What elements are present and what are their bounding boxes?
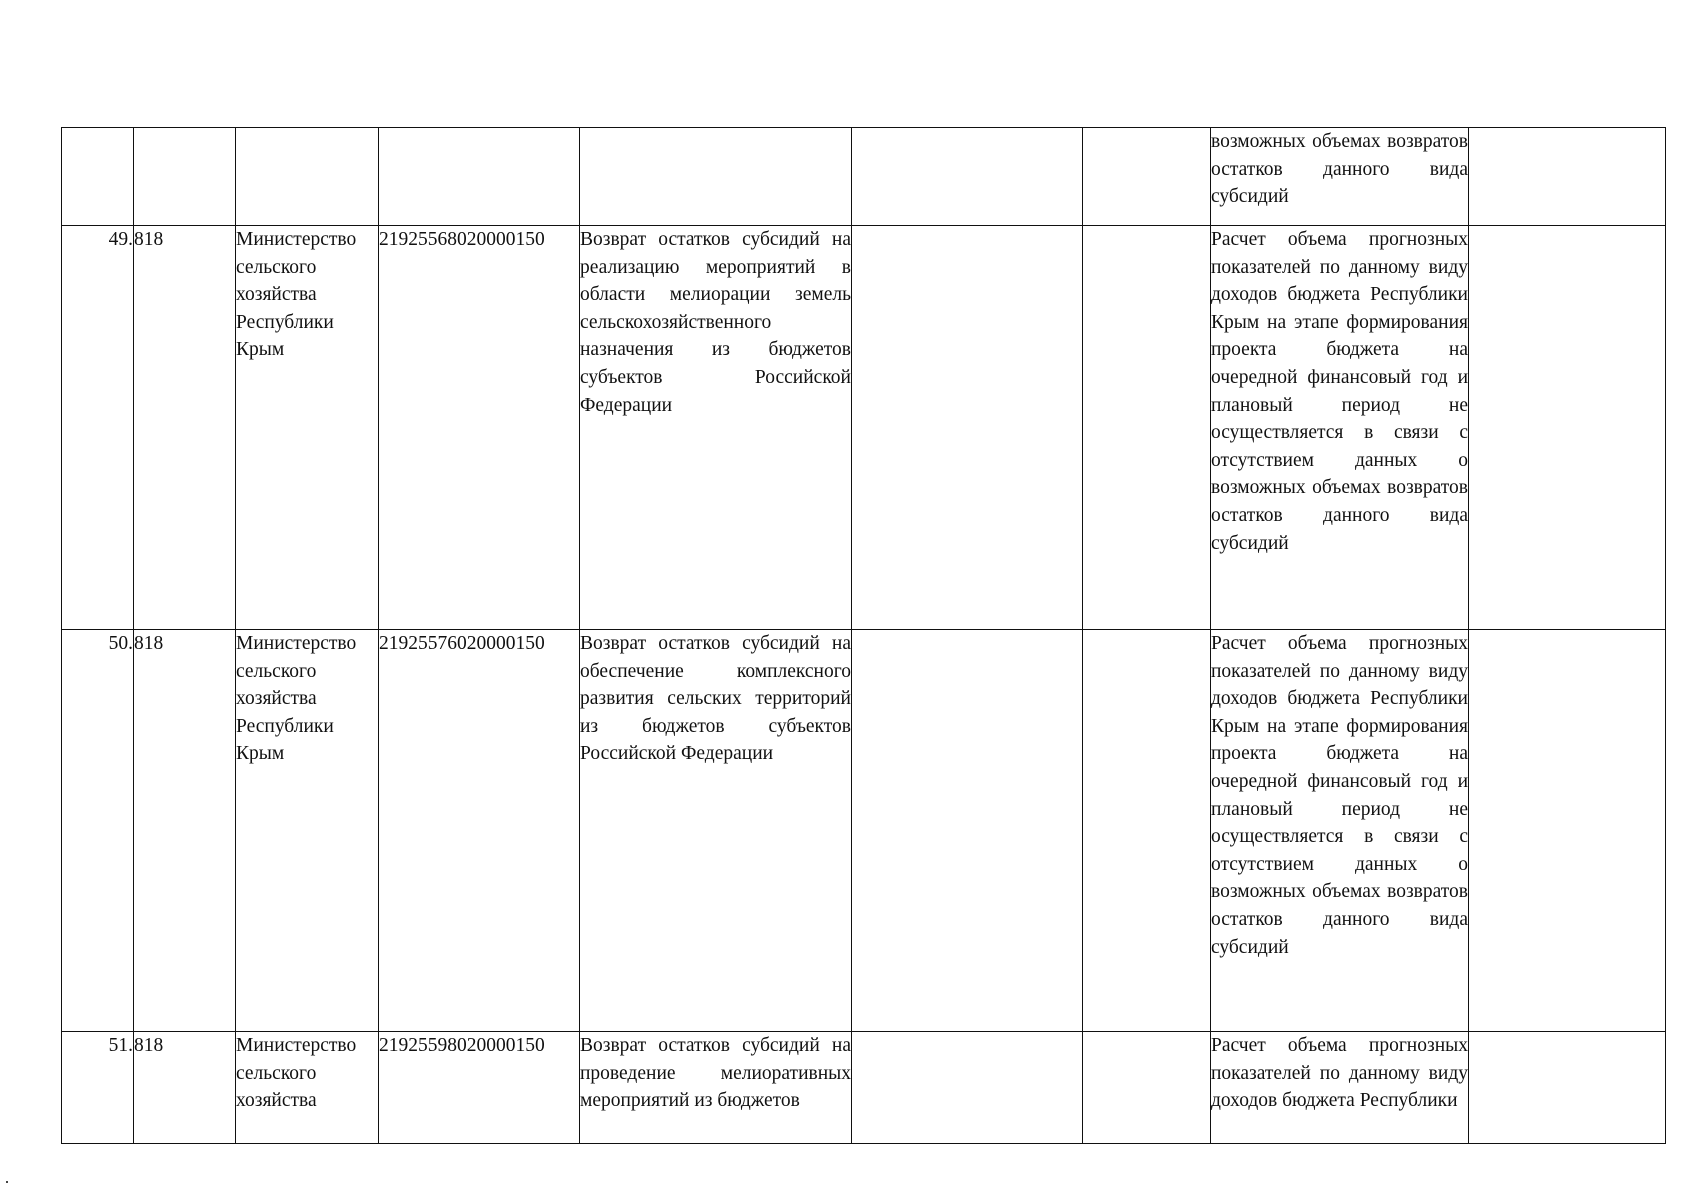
- cell-income-name: Возврат остатков субсидий на реализацию мероприятий в области мелиорации земель сельскохозяйственного назначения из бюджетов субъектов Российской Федерации: [580, 226, 852, 630]
- cell-kbk: 21925576020000150: [379, 630, 580, 1032]
- cell-administrator: [236, 128, 379, 226]
- cell-number: 50.: [62, 630, 134, 1032]
- cell-empty: [1083, 128, 1211, 226]
- cell-empty: [1469, 1032, 1666, 1144]
- cell-income-name: [580, 128, 852, 226]
- table-row: [62, 1032, 1666, 1144]
- cell-empty: [852, 1032, 1083, 1144]
- cell-empty: [1083, 630, 1211, 1032]
- scan-speck: [6, 1181, 8, 1183]
- cell-administrator: Министерство сельского хозяйства Республики Крым: [236, 226, 379, 630]
- cell-calculation: возможных объемах возвратов остатков данного вида субсидий: [1211, 128, 1469, 226]
- cell-empty: [1469, 128, 1666, 226]
- cell-empty: [852, 128, 1083, 226]
- table-row: [62, 226, 1666, 630]
- cell-empty: [852, 630, 1083, 1032]
- cell-kbk: [379, 128, 580, 226]
- cell-administrator: Министерство сельского хозяйства: [236, 1032, 379, 1144]
- cell-number: 49.: [62, 226, 134, 630]
- cell-empty: [852, 226, 1083, 630]
- cell-number: 51.: [62, 1032, 134, 1144]
- table-row: [62, 630, 1666, 1032]
- cell-income-name: Возврат остатков субсидий на проведение мелиоративных мероприятий из бюджетов: [580, 1032, 852, 1144]
- cell-empty: [1083, 226, 1211, 630]
- cell-number: [62, 128, 134, 226]
- cell-admin-code: 818: [134, 226, 236, 630]
- cell-calculation: Расчет объема прогнозных показателей по данному виду доходов бюджета Республики Крым на этапе формирования проекта бюджета на очередной финансовый год и плановый период не осуществляется в связи с отсутствием данных о возможных объемах возвратов остатков данного вида субсидий: [1211, 226, 1469, 630]
- table-row: [62, 128, 1666, 226]
- cell-income-name: Возврат остатков субсидий на обеспечение комплексного развития сельских территорий из бюджетов субъектов Российской Федерации: [580, 630, 852, 1032]
- cell-kbk: 21925568020000150: [379, 226, 580, 630]
- cell-admin-code: 818: [134, 630, 236, 1032]
- cell-calculation: Расчет объема прогнозных показателей по данному виду доходов бюджета Республики Крым на этапе формирования проекта бюджета на очередной финансовый год и плановый период не осуществляется в связи с отсутствием данных о возможных объемах возвратов остатков данного вида субсидий: [1211, 630, 1469, 1032]
- cell-admin-code: 818: [134, 1032, 236, 1144]
- cell-administrator: Министерство сельского хозяйства Республики Крым: [236, 630, 379, 1032]
- cell-empty: [1083, 1032, 1211, 1144]
- cell-empty: [1469, 630, 1666, 1032]
- cell-admin-code: [134, 128, 236, 226]
- cell-empty: [1469, 226, 1666, 630]
- revenue-forecast-table: [61, 127, 1666, 1144]
- cell-kbk: 21925598020000150: [379, 1032, 580, 1144]
- cell-calculation: Расчет объема прогнозных показателей по данному виду доходов бюджета Республики: [1211, 1032, 1469, 1144]
